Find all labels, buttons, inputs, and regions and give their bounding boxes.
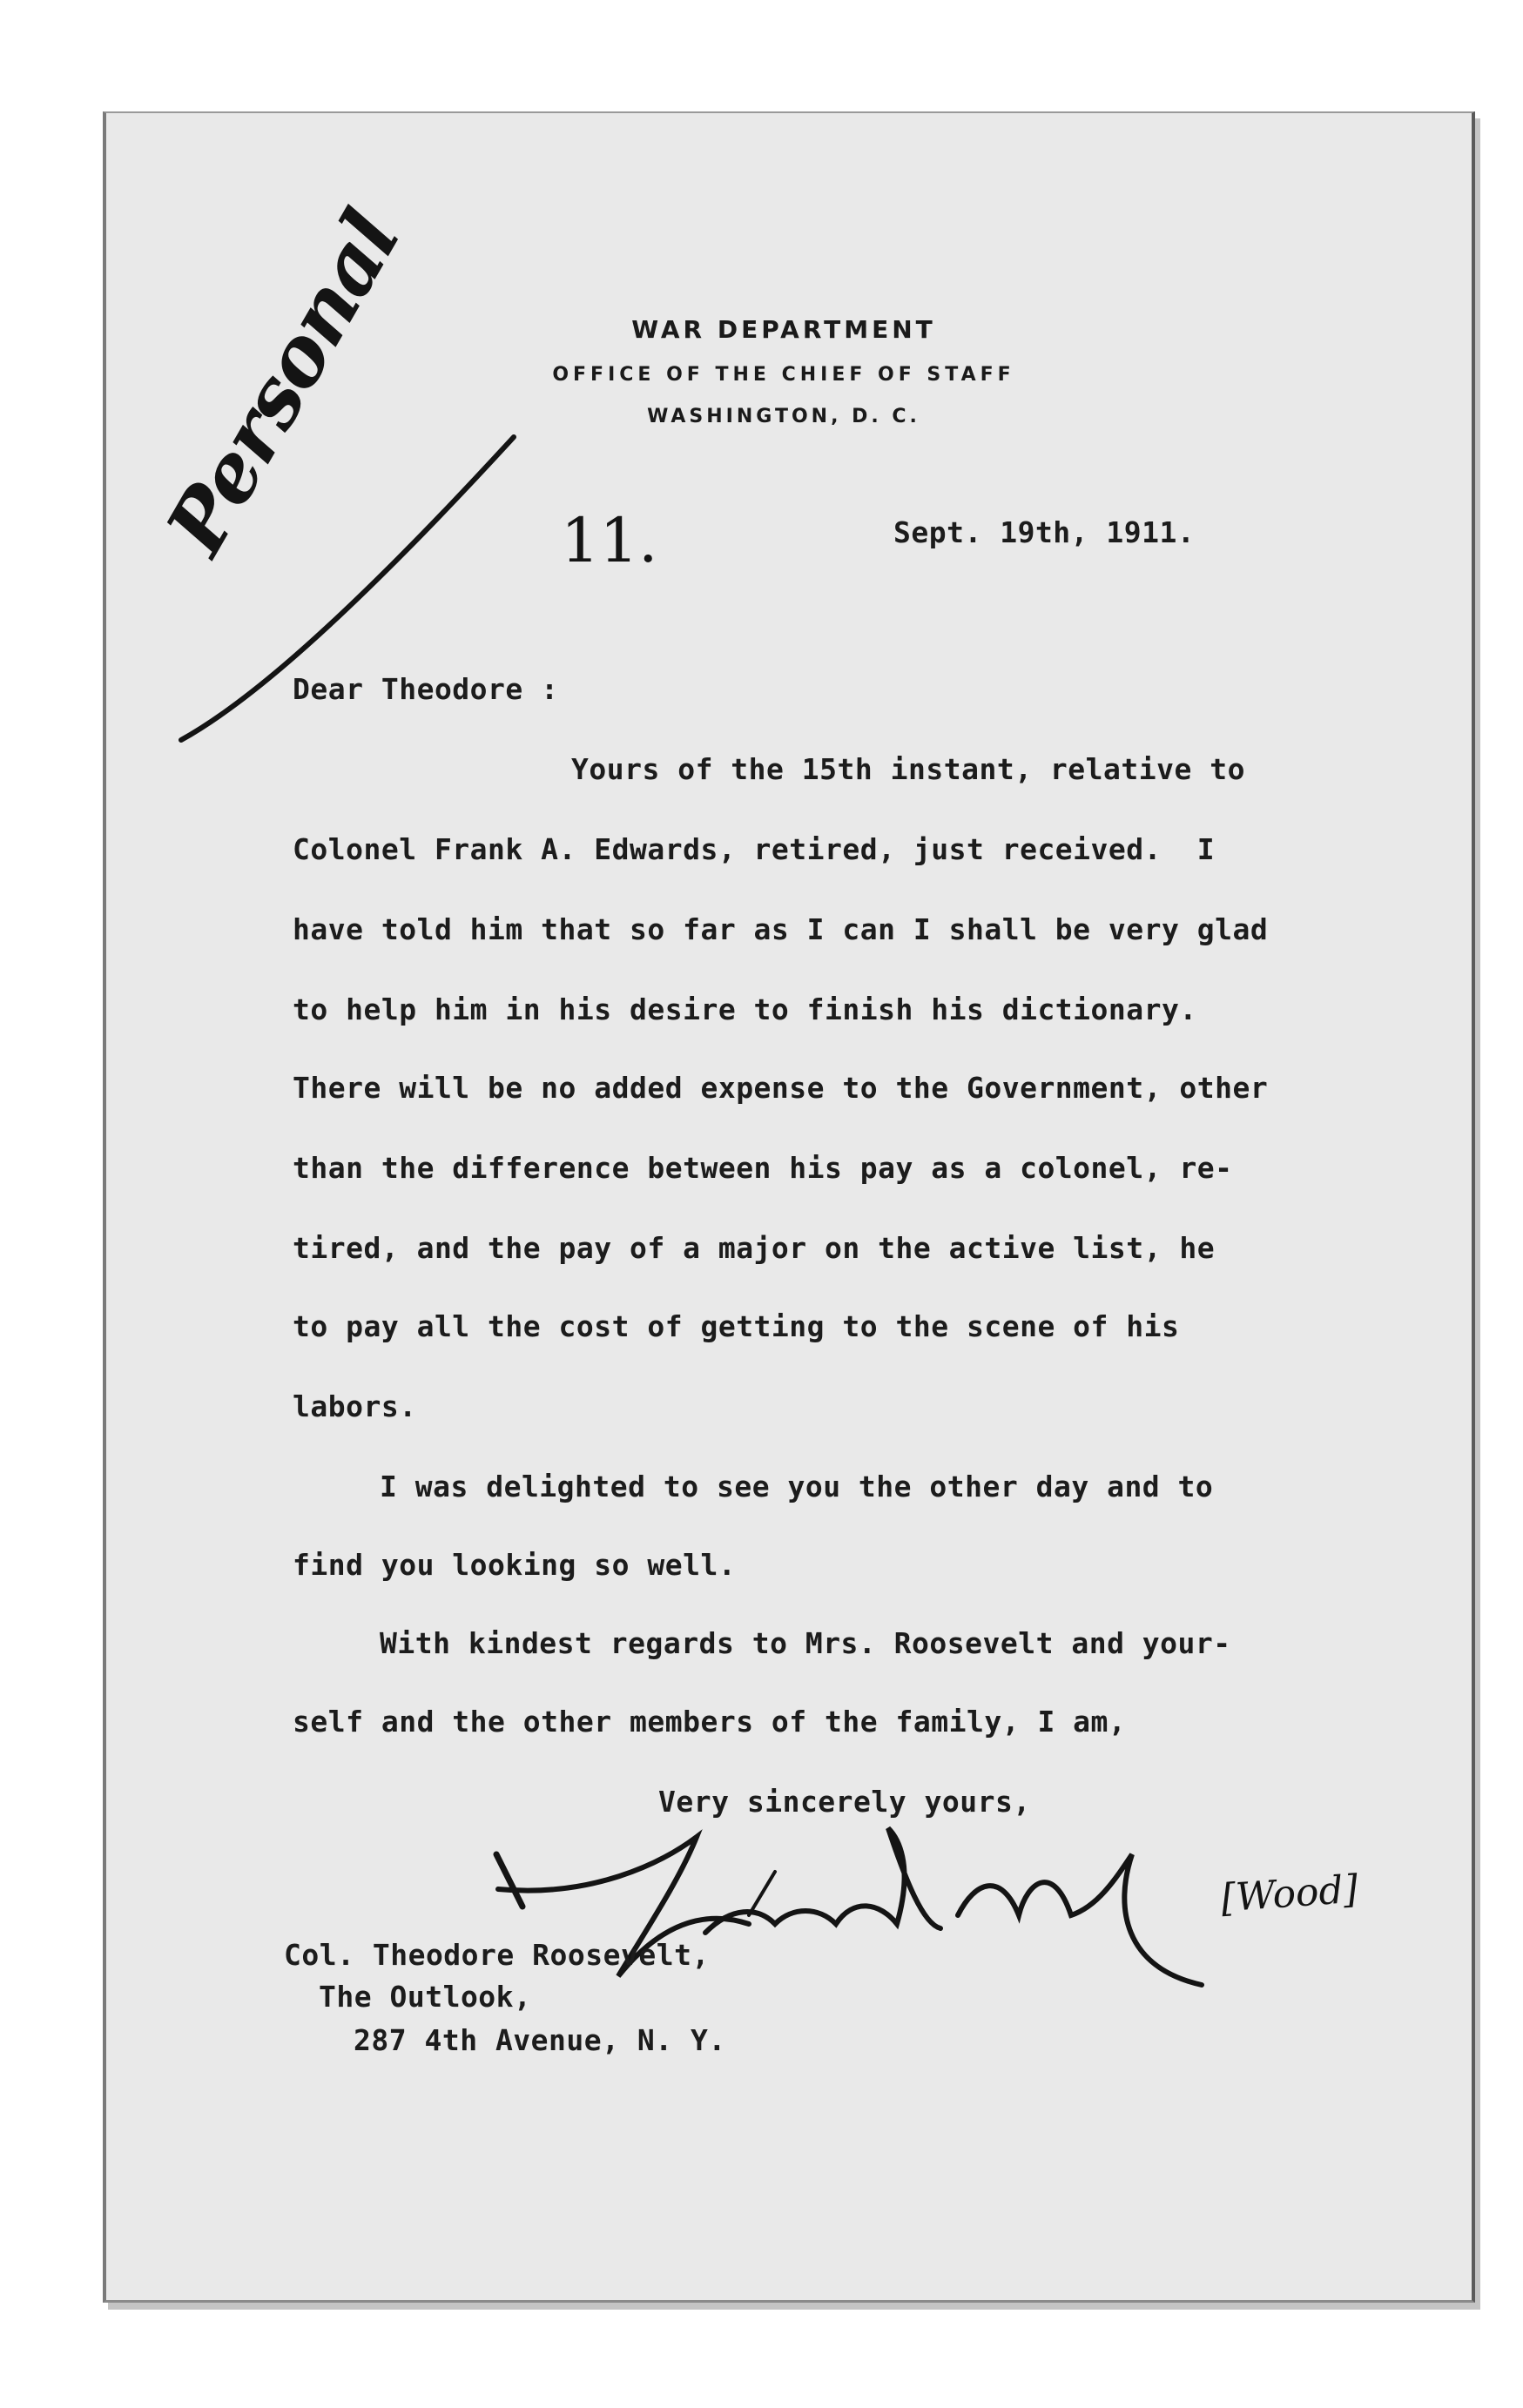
letterhead-office: OFFICE OF THE CHIEF OF STAFF — [552, 364, 1015, 386]
salutation: Dear Theodore : — [293, 672, 559, 706]
address-line: Col. Theodore Roosevelt, — [284, 1938, 710, 1972]
body-line: labors. — [293, 1389, 417, 1423]
body-line: Colonel Frank A. Edwards, retired, just received. I — [293, 832, 1216, 866]
body-line: to help him in his desire to finish his dictionary. — [293, 992, 1197, 1026]
letter-date: Sept. 19th, 1911. — [893, 515, 1196, 549]
body-line: find you looking so well. — [293, 1548, 737, 1582]
signature-bracket-note: [Wood] — [1219, 1867, 1360, 1921]
letterhead-department: WAR DEPARTMENT — [631, 315, 936, 344]
address-line: The Outlook, — [319, 1980, 532, 2014]
body-line: With kindest regards to Mrs. Roosevelt and your- — [380, 1626, 1231, 1660]
address-line: 287 4th Avenue, N. Y. — [354, 2023, 726, 2057]
personal-annotation-text: Personal — [148, 196, 418, 569]
body-line: I was delighted to see you the other day and to — [380, 1470, 1214, 1503]
letterhead-location: WASHINGTON, D. C. — [647, 406, 920, 427]
body-line: to pay all the cost of getting to the scene of his — [293, 1309, 1180, 1343]
document-number: 11. — [561, 505, 658, 576]
signature — [488, 1802, 1271, 2002]
body-line: than the difference between his pay as a colonel, re- — [293, 1151, 1233, 1185]
body-line: Yours of the 15th instant, relative to — [571, 752, 1245, 786]
closing: Very sincerely yours, — [658, 1785, 1031, 1819]
body-line: have told him that so far as I can I shall be very glad — [293, 912, 1269, 946]
body-line: There will be no added expense to the Government, other — [293, 1071, 1269, 1105]
body-line: self and the other members of the family, I am, — [293, 1705, 1127, 1739]
body-line: tired, and the pay of a major on the active list, he — [293, 1231, 1216, 1265]
